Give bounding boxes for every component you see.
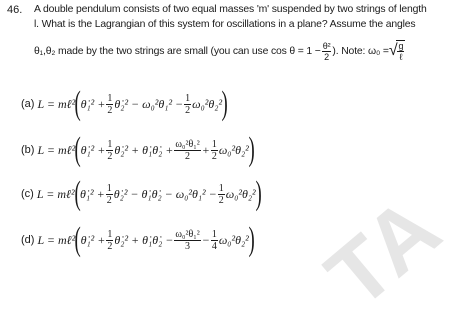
term: θ̇₂² + θ̇₁θ̇₂ − <box>114 232 174 247</box>
frac-den: 2 <box>107 240 113 252</box>
left-paren: ( <box>74 175 81 212</box>
fraction <box>106 139 113 162</box>
term: ω₀²θ₂² <box>218 142 249 157</box>
term: θ̇₁² + <box>79 186 105 201</box>
question-number: 46. <box>7 4 23 16</box>
fraction <box>106 229 113 252</box>
fraction <box>106 93 113 116</box>
term: − <box>201 232 210 247</box>
watermark: TA <box>308 176 460 327</box>
right-paren: ) <box>248 221 255 258</box>
frac-den: 2 <box>185 104 191 116</box>
term: ω₀²θ₂² <box>192 96 223 111</box>
option-label: (a) <box>21 98 35 110</box>
option-lhs: L = mℓ² <box>37 96 76 111</box>
fraction-numerator: θ² <box>322 40 331 51</box>
option-lhs: L = mℓ² <box>36 186 75 201</box>
question-line-3-text: θ₁,θ₂ made by the two strings are small (you can use cos θ = 1 − <box>34 45 321 57</box>
right-paren: ) <box>255 175 262 212</box>
fraction <box>211 229 218 252</box>
frac-num: ω₀²θ₁² <box>175 138 200 150</box>
left-paren: ( <box>74 85 82 122</box>
option-lhs: L = mℓ² <box>37 232 76 247</box>
question-line-1: A double pendulum consists of two equal masses 'm' suspended by two strings of length <box>34 4 427 15</box>
radicand <box>396 40 405 62</box>
left-paren: ( <box>74 221 82 258</box>
frac-den: 2 <box>218 194 224 206</box>
frac-num: ω₀²θ₁² <box>175 228 200 240</box>
g-over-l-fraction <box>397 41 404 62</box>
term: θ̇₂² − ω₀²θ₁² − <box>114 96 184 111</box>
frac-den: 2 <box>107 150 113 162</box>
frac-num: 1 <box>185 92 191 104</box>
option-label: (c) <box>21 188 34 200</box>
option-c[interactable] <box>21 176 261 212</box>
term: θ̇₁² + <box>80 232 106 247</box>
frac-num: 1 <box>107 228 113 240</box>
frac-den: 2 <box>107 104 113 116</box>
option-label: (d) <box>21 234 35 246</box>
frac-den: 2 <box>106 194 112 206</box>
fraction <box>174 139 200 162</box>
frac-num: 1 <box>107 92 113 104</box>
question-line-2: l. What is the Lagrangian of this system for oscillations in a plane? Assume the angles <box>34 19 416 30</box>
frac-den: 3 <box>185 240 191 252</box>
option-label: (b) <box>21 144 35 156</box>
frac-num: 1 <box>106 182 112 194</box>
question-note: ). Note: ω₀ = <box>332 45 389 57</box>
frac-den: 2 <box>211 150 217 162</box>
frac-num: 1 <box>218 182 224 194</box>
fraction <box>184 93 191 116</box>
term: ω₀²θ₂² <box>225 186 256 201</box>
frac-num: 1 <box>107 138 113 150</box>
term: θ̇₂² − θ̇₁θ̇₂ − ω₀²θ₁² − <box>113 186 217 201</box>
term: + <box>201 142 210 157</box>
fraction <box>218 183 225 206</box>
fraction <box>174 229 200 252</box>
frac-den: 4 <box>211 240 217 252</box>
radical-sign: √ <box>388 42 398 59</box>
term: θ̇₁² + <box>80 96 106 111</box>
right-paren: ) <box>221 85 228 122</box>
frac-num: 1 <box>211 138 217 150</box>
fraction <box>211 139 218 162</box>
frac-num: 1 <box>211 228 217 240</box>
term: θ̇₂² + θ̇₁θ̇₂ + <box>114 142 174 157</box>
option-d[interactable] <box>21 222 254 258</box>
sqrt-denominator: ℓ <box>399 52 403 62</box>
option-lhs: L = mℓ² <box>37 142 76 157</box>
question-line-3 <box>34 40 405 62</box>
fraction-denominator: 2 <box>324 51 329 62</box>
sqrt-numerator: g <box>398 41 404 51</box>
term: ω₀²θ₂² <box>218 232 249 247</box>
sqrt-g-over-l <box>389 40 406 62</box>
fraction <box>106 183 113 206</box>
left-paren: ( <box>74 131 82 168</box>
frac-den: 2 <box>185 150 191 162</box>
option-a[interactable] <box>21 86 227 122</box>
term: θ̇₁² + <box>80 142 106 157</box>
right-paren: ) <box>248 131 255 168</box>
option-b[interactable] <box>21 132 254 168</box>
theta-squared-fraction <box>322 41 332 62</box>
